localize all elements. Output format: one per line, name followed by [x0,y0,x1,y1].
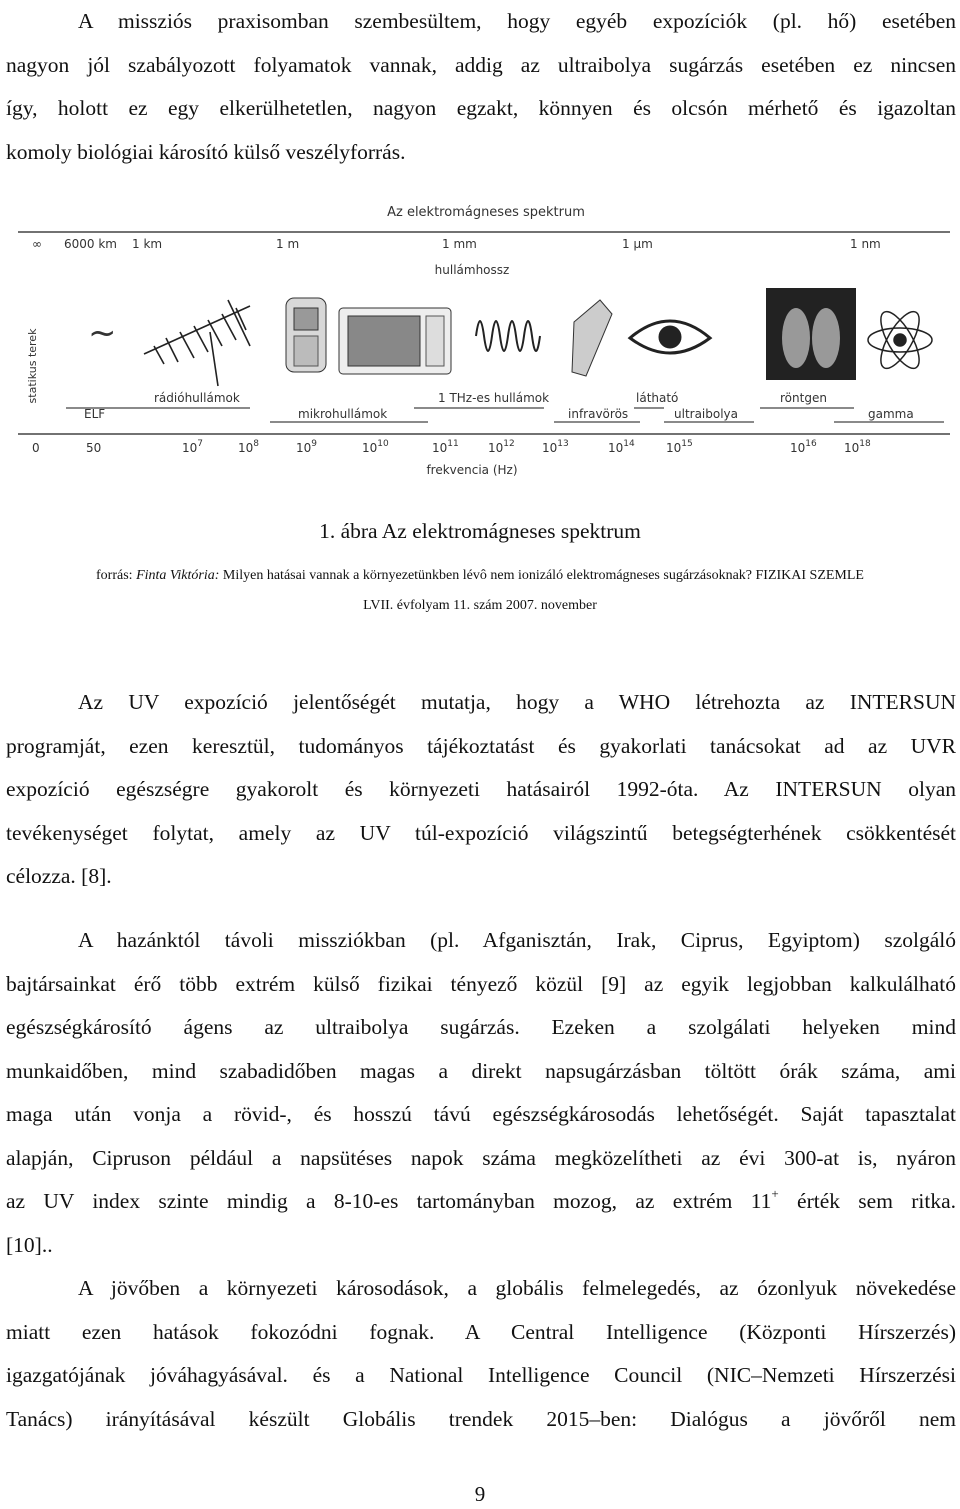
mobile-phone-icon [286,298,326,372]
wavelength-label: 1 m [276,237,300,251]
paragraph-missions [6,919,956,1267]
microwave-icon [339,308,451,374]
xray-icon [766,288,856,380]
paragraph-intro [6,0,956,174]
wavelength-label: 6000 km [64,237,117,251]
band-label: ELF [84,407,106,421]
frequency-label: $10^{15}$ [666,439,693,455]
frequency-exponent: 7 [197,439,204,449]
frequency-exponent: 14 [623,439,635,449]
frequency-exponent: 10 [377,439,389,449]
source-prefix: forrás: [96,568,137,583]
text-line: tevékenységet folytat, amely az UV túl-expozíció világszintű betegségterhének csökkentését [6,820,956,845]
band-label: 1 THz-es hullámok [438,391,550,405]
page-number: 9 [474,1482,486,1506]
band-label: infravörös [568,407,629,421]
frequency-label: $10^9$ [296,439,318,455]
paragraph-intersun [6,681,956,899]
frequency-exponent: 13 [557,439,569,449]
paragraph-future [6,1267,956,1441]
spectrum-figure [14,196,954,480]
text-line: miatt ezen hatások fokozódni fognak. A Central Intelligence (Központi Hírszerzés) [6,1319,956,1344]
text-line: komoly biológiai károsító külső veszélyforrás. [6,139,406,164]
frequency-axis-label: frekvencia (Hz) [426,463,518,477]
wavelength-label: 1 mm [442,237,477,251]
frequency-label: 0 [32,441,40,455]
antenna-icon [144,300,250,386]
wavelength-label: 1 µm [622,237,653,251]
text-fragment: az UV index szinte mindig a 8-10-es tartományban mozog, az extrém 11 [6,1189,772,1213]
text-line: igazgatójának jóváhagyásával. és a National Intelligence Council (NIC–Nemzeti Hírszerzési [6,1363,956,1387]
frequency-label: $10^{10}$ [362,439,389,455]
source-line [0,561,960,591]
frequency-exponent: 16 [805,439,817,449]
text-line: A jövőben a környezeti károsodások, a globális felmelegedés, az ózonlyuk növekedése [78,1276,956,1300]
eye-icon [630,321,710,353]
frequency-label: $10^{18}$ [844,439,871,455]
band-label: mikrohullámok [298,407,388,421]
figure-title: Az elektromágneses spektrum [387,205,585,220]
figure-caption: 1. ábra Az elektromágneses spektrum [319,519,641,543]
frequency-exponent: 15 [681,439,693,449]
source-line: LVII. évfolyam 11. szám 2007. november [363,598,597,613]
text-line: célozza. [8]. [6,864,112,888]
band-label: látható [636,391,679,405]
text-line: expozíció egészségre gyakorolt és környezeti hatásairól 1992-óta. Az INTERSUN olyan [6,777,956,801]
band-label: gamma [868,407,914,421]
frequency-label: $10^{14}$ [608,439,635,455]
atom-icon [868,306,932,373]
frequency-label: 50 [86,441,102,455]
frequency-label: $10^{13}$ [542,439,569,455]
frequency-label: $10^{12}$ [488,439,515,455]
wavelength-label: ∞ [32,237,42,251]
frequency-ticks [32,439,871,455]
frequency-label: $10^{16}$ [790,439,817,455]
text-line: így, holott ez egy elkerülhetetlen, nagyon egzakt, könnyen és olcsón mérhető és igazoltan [6,96,956,120]
text-line: nagyon jól szabályozott folyamatok vannak, addig az ultraibolya sugárzás esetében ez nincsen [6,52,956,77]
tilde-icon: ~ [88,313,117,353]
wavelength-ticks [32,237,881,251]
text-line: maga után vonja a rövid-, és hosszú távú egészségkárosodás lehetőségét. Saját tapasztalat [6,1102,956,1126]
text-line: A missziós praxisomban szembesültem, hogy egyéb expozíciók (pl. hő) esetében [78,9,956,33]
text-line: A hazánktól távoli missziókban (pl. Afganisztán, Irak, Ciprus, Egyiptom) szolgáló [78,928,956,952]
text-fragment: érték sem ritka. [778,1189,956,1213]
spectrum-icons [88,288,932,386]
frequency-label: $10^{11}$ [432,439,459,455]
text-line: Az UV expozíció jelentőségét mutatja, hogy a WHO létrehozta az INTERSUN [78,690,956,714]
wavelength-axis-label: hullámhossz [434,263,510,277]
frequency-exponent: 9 [311,439,318,449]
band-label: röntgen [780,391,827,405]
frequency-exponent: 11 [447,439,459,449]
static-fields-label: statikus terek [26,328,39,404]
source-title: Milyen hatásai vannak a környezetünkben lévô nem ionizáló elektromágneses sugárzásoknak? FIZIKAI SZEMLE [219,568,864,583]
text-line: egészségkárosító ágens az ultraibolya sugárzás. Ezeken a szolgálati helyeken mind [6,1015,956,1039]
text-line: munkaidőben, mind szabadidőben magas a direkt napsugárzásban töltött órák száma, ami [6,1058,956,1083]
wavelength-label: 1 km [132,237,163,251]
wave-icon [476,321,540,351]
frequency-label: $10^8$ [238,439,260,455]
frequency-exponent: 12 [503,439,515,449]
remote-control-icon [572,300,612,376]
wavelength-label: 1 nm [850,237,881,251]
text-line: programját, ezen keresztül, tudományos tájékoztatást és gyakorlati tanácsokat ad az UVR [6,733,956,758]
figure-source [0,561,960,621]
frequency-label: $10^7$ [182,439,204,455]
text-line [6,1180,956,1224]
superscript: + [771,1186,779,1201]
band-label: rádióhullámok [154,391,240,405]
band-label: ultraibolya [674,407,739,421]
text-line: [10].. [6,1232,53,1257]
text-line: alapján, Cipruson például a napsütéses napok száma megközelítheti az évi 300-at is, nyáron [6,1145,956,1170]
frequency-exponent: 18 [859,439,871,449]
frequency-exponent: 8 [253,439,260,449]
text-line: Tanács) irányításával készült Globális trendek 2015–ben: Dialógus a jövőről nem [6,1406,956,1431]
text-line: bajtársainkat érő több extrém külső fizikai tényező közül [9] az egyik legjobban kalkulálható [6,971,956,996]
source-author: Finta Viktória: [136,568,220,583]
